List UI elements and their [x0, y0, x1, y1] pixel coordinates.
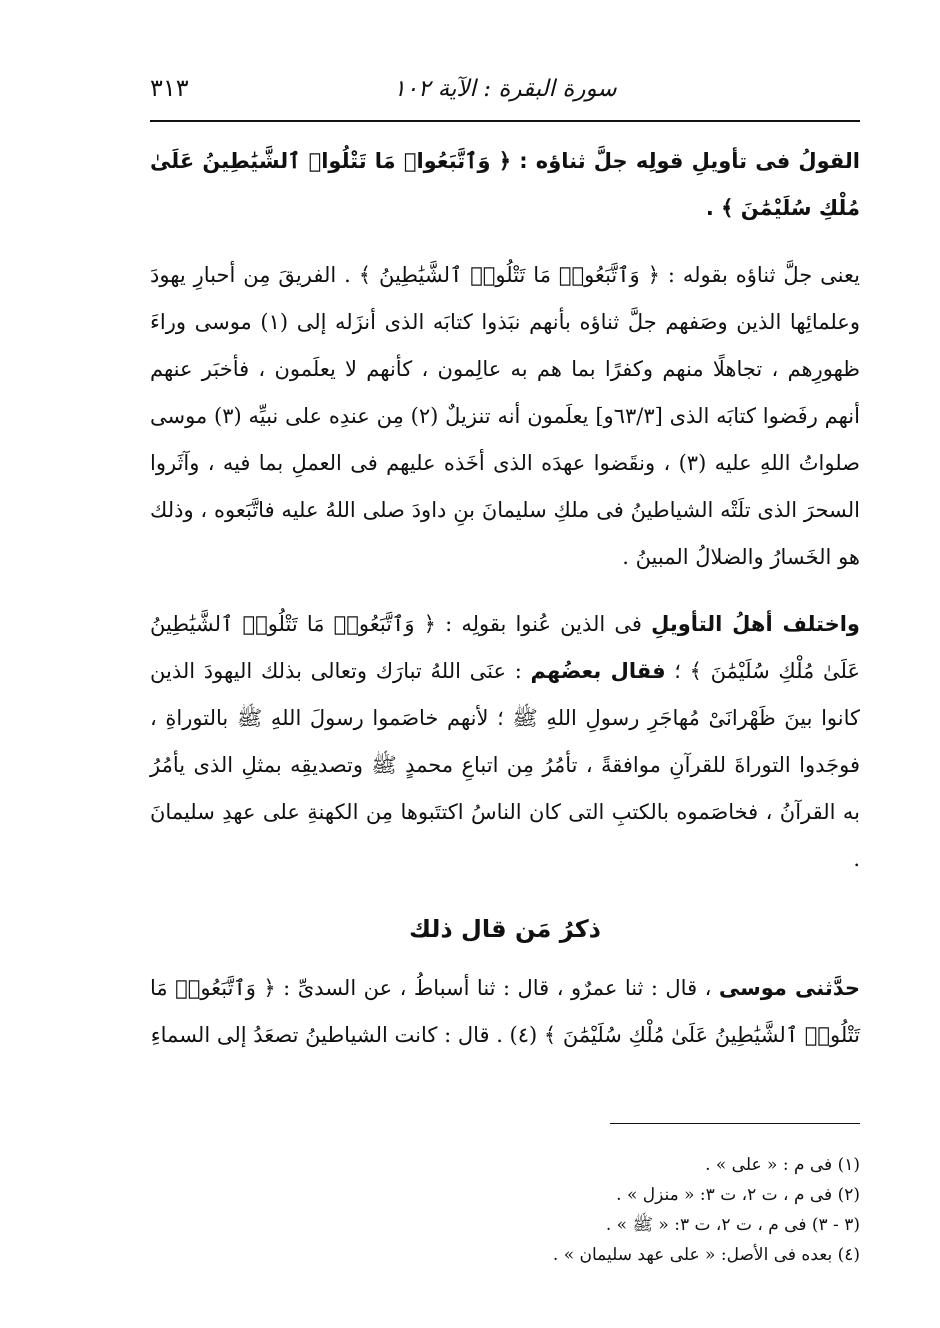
main-text [150, 138, 860, 1059]
section-title-paragraph: القولُ فى تأويلِ قولِه جلَّ ثناؤه : ﴿ وَٱتَّبَعُوا۟ مَا تَتْلُوا۟ ٱلشَّيَٰطِينُ عَلَىٰ مُلْكِ سُلَيْمَٰنَ ﴾ . [150, 149, 860, 220]
footnote: (٣ - ٣) فى م ، ت ٢، ت ٣: « ﷺ » . [605, 1215, 860, 1235]
paragraph-text: فى الذين عُنوا بقولِه : ﴿ وَٱتَّبَعُوا۟ مَا تَتْلُوا۟ ٱلشَّيَٰطِينُ عَلَىٰ مُلْكِ سُلَيْمَٰنَ ﴾ ؛ [150, 612, 860, 683]
paragraph-lead: فقال بعضُهم [530, 659, 666, 683]
footnote: (٤) بعده فى الأصل: « على عهد سليمان » . [552, 1245, 860, 1265]
paragraph-text: : عنَى اللهُ تبارَك وتعالى بذلك اليهودَ الذين كانوا بينَ ظَهْرانَىْ مُهاجَرِ رسولِ اللهِ ﷺ ؛ لأنهم خاصَموا رسولَ اللهِ ﷺ بالتوراةِ ، فوجَدوا التوراةَ للقرآنِ موافقةً ، تأمُرُ مِن اتباعِ محمدٍ ﷺ وتصديقِه بمثلِ الذى يأمُرُ به القرآنُ ، فخاصَموه بالكتبِ التى كان الناسُ اكتتَبوها مِن الكهنةِ على عهدِ سليمانَ . [150, 659, 860, 871]
paragraph-lead: واختلف أهلُ التأويلِ [651, 612, 860, 636]
section-heading: ذكرُ مَن قال ذلك [409, 915, 601, 943]
footnote: (٢) فى م ، ت ٢، ت ٣: « منزل » . [616, 1185, 860, 1205]
narration-paragraph [150, 965, 860, 1059]
interpretations-paragraph [150, 601, 860, 883]
page-header [150, 64, 860, 122]
paragraph-text: ، قال : ثنا عمرٌو ، قال : ثنا أسباطُ ، عن السدىِّ : ﴿ وَٱتَّبَعُوا۟ مَا تَتْلُوا۟ ٱلشَّيَٰطِينُ عَلَىٰ مُلْكِ سُلَيْمَٰنَ ﴾ (٤) . قال : كانت الشياطينُ تصعَدُ إلى السماءِ [150, 976, 860, 1047]
commentary-paragraph: يعنى جلَّ ثناؤه بقوله : ﴿ وَٱتَّبَعُوا۟ مَا تَتْلُوا۟ ٱلشَّيَٰطِينُ ﴾ . الفريقَ مِن أحبارِ يهودَ وعلمائِها الذين وصَفهم جلَّ ثناؤه بأنهم نبَذوا كتابَه الذى أنزَله إلى (١) موسى وراءَ ظهورِهم ، تجاهلًا منهم وكفرًا بما هم به عالِمون ، كأنهم لا يعلَمون ، فأخبَر عنهم أنهم رفَضوا كتابَه الذى [٦٣/٣و] يعلَمون أنه تنزيلٌ (٢) مِن عندِه على نبيِّه (٣) موسى صلواتُ اللهِ عليه (٣) ، ونقَضوا عهدَه الذى أخَذه عليهم فى العملِ بما فيه ، وآثَروا السحرَ الذى تلَتْه الشياطينُ فى ملكِ سليمانَ بنِ داودَ صلى اللهُ عليه فاتَّبَعوه ، وذلك هو الخَسارُ والضلالُ المبينُ . [150, 263, 860, 569]
page-number: ٣١٣ [150, 74, 189, 102]
paragraph-lead: حدَّثنى موسى [718, 976, 860, 1000]
footnote-divider [610, 1123, 860, 1124]
footnotes [150, 1150, 860, 1270]
footnote: (١) فى م : « على » . [705, 1155, 860, 1175]
running-title: سورة البقرة : الآية ١٠٢ [393, 76, 617, 102]
